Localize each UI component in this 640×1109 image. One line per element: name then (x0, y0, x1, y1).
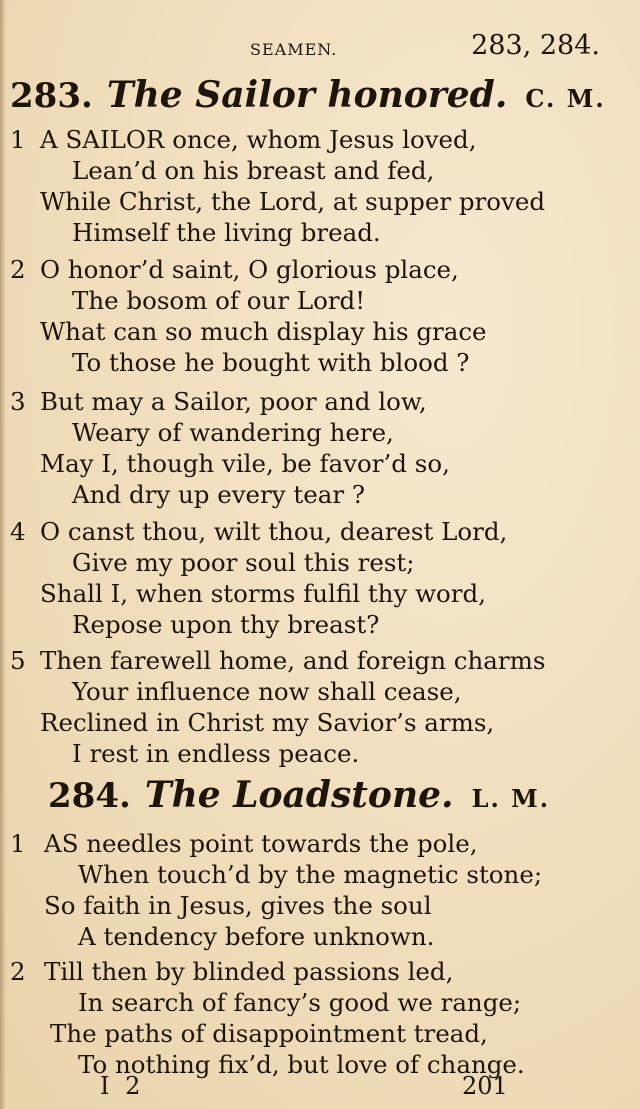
verse-number: 1 (10, 829, 26, 858)
verse-line: The paths of disappointment tread, (50, 1019, 488, 1048)
page-number: 201 (462, 1072, 508, 1100)
hymn-meter: C. M. (525, 84, 606, 113)
verse-line: AS needles point towards the pole, (44, 829, 478, 858)
verse-number: 2 (10, 957, 26, 986)
hymn-number: 283. (10, 76, 93, 116)
hymn-283-stanza-1 (10, 124, 630, 248)
verse-line: Weary of wandering here, (72, 418, 394, 447)
verse-line: A SAILOR once, whom Jesus loved, (40, 125, 477, 154)
verse-number: 1 (10, 125, 26, 154)
hymn-283-stanza-3 (10, 386, 630, 510)
verse-line: O honor’d saint, O glorious place, (40, 255, 459, 284)
hymn-283-stanza-2 (10, 254, 630, 378)
printer-signature: I 2 (100, 1072, 145, 1100)
verse-line: The bosom of our Lord! (72, 286, 366, 315)
hymn-title: The Sailor honored. (106, 74, 508, 116)
verse-line: Himself the living bread. (72, 218, 381, 247)
page-gutter-shadow (0, 0, 6, 1109)
verse-line: Reclined in Christ my Savior’s arms, (40, 708, 495, 737)
running-head (0, 30, 640, 64)
verse-line: In search of fancy’s good we range; (78, 988, 522, 1017)
verse-line: I rest in endless peace. (72, 739, 360, 768)
verse-number: 2 (10, 255, 26, 284)
hymn-283-stanza-4 (10, 516, 630, 640)
verse-line: But may a Sailor, poor and low, (40, 387, 427, 416)
verse-line: So faith in Jesus, gives the soul (44, 891, 432, 920)
verse-line: May I, though vile, be favor’d so, (40, 449, 450, 478)
verse-line: Till then by blinded passions led, (44, 957, 454, 986)
page-footer (0, 1072, 640, 1106)
verse-line: Lean’d on his breast and fed, (72, 156, 435, 185)
hymn-284-heading (48, 774, 550, 816)
section-title: SEAMEN. (250, 40, 338, 59)
verse-number: 5 (10, 646, 26, 675)
verse-line: Repose upon thy breast? (72, 610, 380, 639)
hymn-range: 283, 284. (471, 30, 600, 61)
verse-line: While Christ, the Lord, at supper proved (40, 187, 546, 216)
hymn-283-stanza-5 (10, 645, 630, 769)
verse-line: Give my poor soul this rest; (72, 548, 415, 577)
verse-line: Shall I, when storms fulfil thy word, (40, 579, 486, 608)
verse-line: To nothing fix’d, but love of change. (78, 1050, 525, 1079)
verse-number: 4 (10, 517, 26, 546)
verse-line: Your influence now shall cease, (72, 677, 462, 706)
verse-line: O canst thou, wilt thou, dearest Lord, (40, 517, 508, 546)
hymn-284-stanza-1 (10, 828, 630, 952)
hymn-284-stanza-2 (10, 956, 630, 1080)
verse-line: A tendency before unknown. (78, 922, 435, 951)
hymn-number: 284. (48, 776, 131, 816)
verse-line: What can so much display his grace (40, 317, 487, 346)
verse-line: Then farewell home, and foreign charms (40, 646, 546, 675)
hymn-title: The Loadstone. (144, 774, 454, 816)
verse-number: 3 (10, 387, 26, 416)
hymn-283-heading (10, 74, 606, 116)
hymn-meter: L. M. (471, 784, 551, 813)
verse-line: To those he bought with blood ? (72, 348, 470, 377)
verse-line: When touch’d by the magnetic stone; (78, 860, 543, 889)
verse-line: And dry up every tear ? (72, 480, 365, 509)
